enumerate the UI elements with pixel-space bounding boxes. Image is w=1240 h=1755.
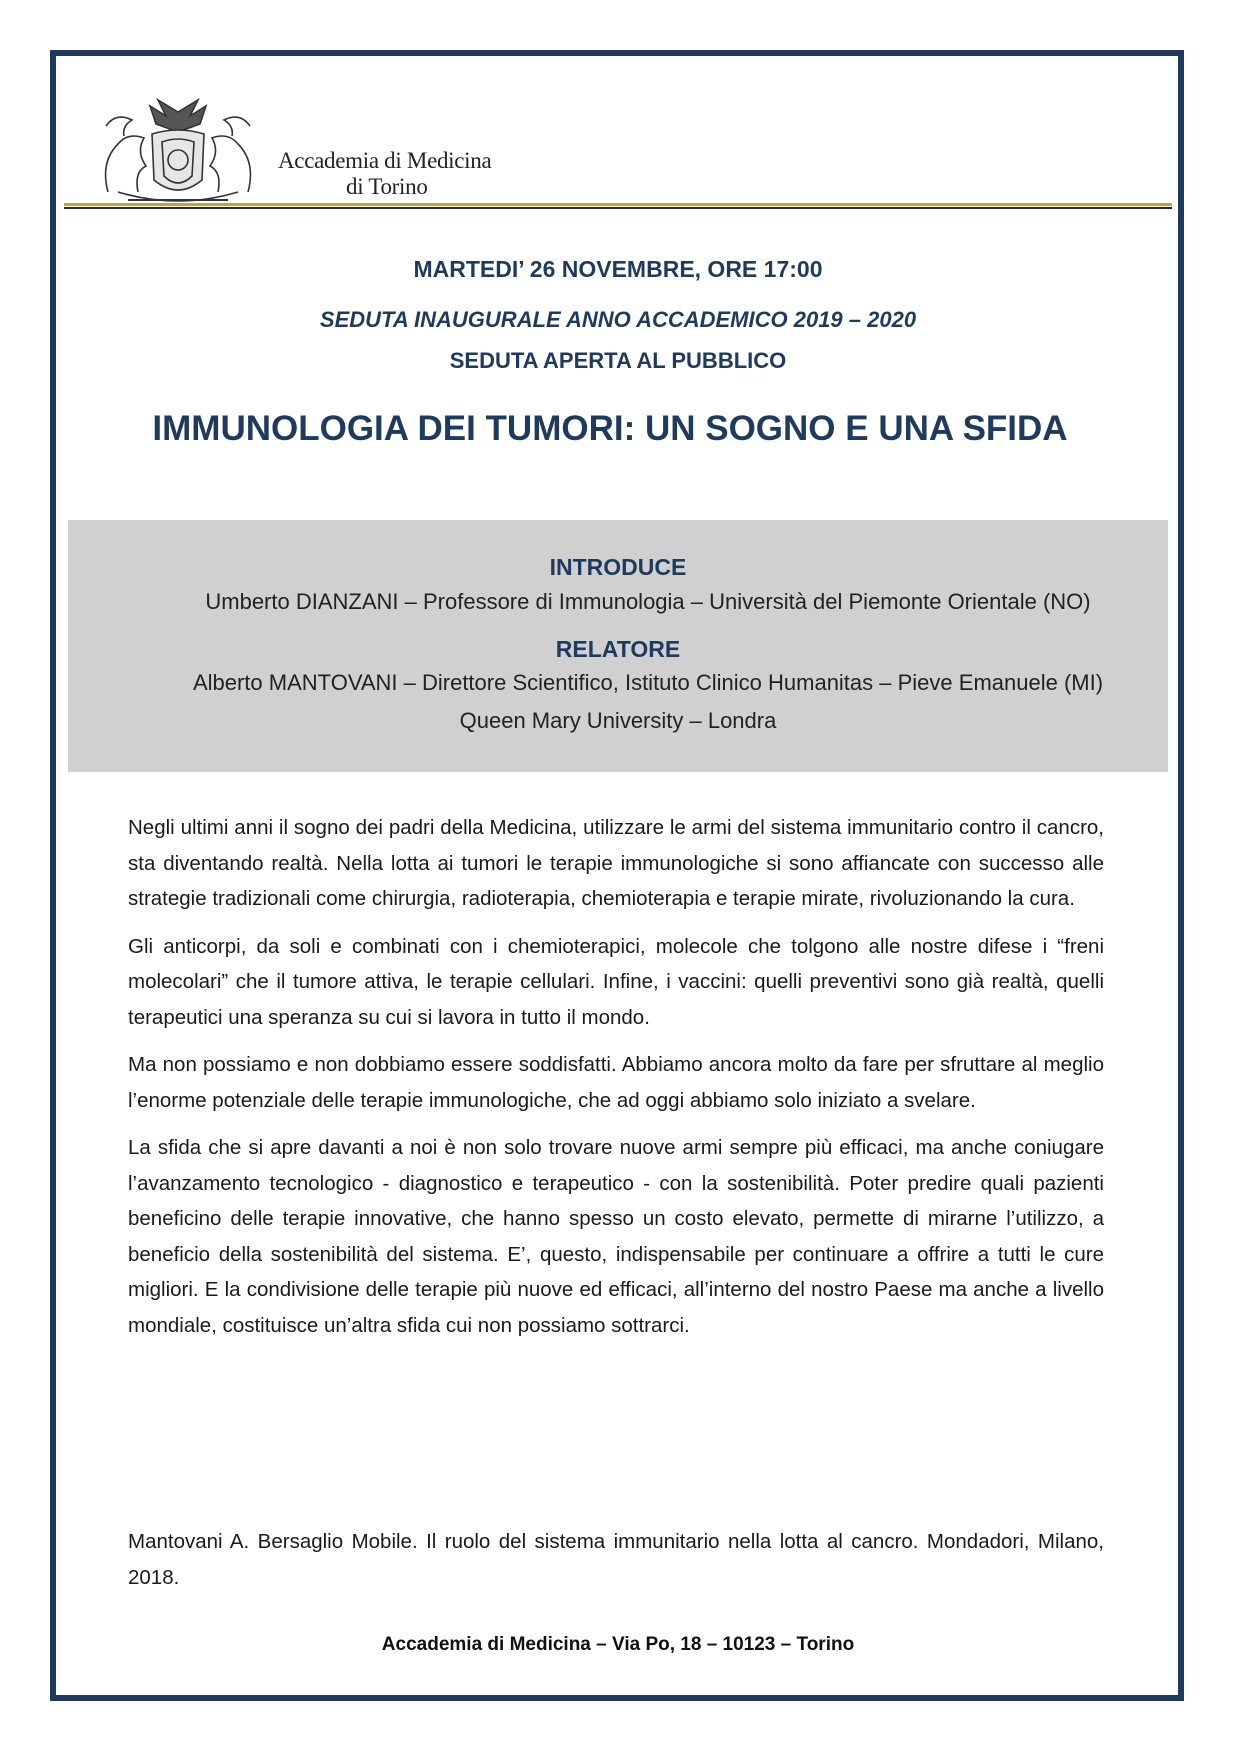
header-rule-dark	[64, 207, 1172, 209]
logo-line-1: Accademia di Medicina	[278, 148, 492, 173]
event-inaugural: SEDUTA INAUGURALE ANNO ACCADEMICO 2019 – 2020	[319, 307, 917, 332]
paragraph-1: Negli ultimi anni il sogno dei padri della Medicina, utilizzare le armi del sistema immunitario contro il cancro, sta diventando realtà. Nella lotta ai tumori le terapie immunologiche si sono affiancate con successo alle strategie tradizionali come chirurgia, radioterapia, chemioterapia e terapie mirate, rivoluzionando la cura.	[128, 816, 1104, 910]
relatore-speaker: Alberto MANTOVANI – Direttore Scientifico, Istituto Clinico Humanitas – Pieve Emanuele (MI)	[192, 670, 1104, 695]
logo-line-2: di Torino	[346, 174, 428, 199]
logo-wordmark	[278, 148, 491, 200]
header-rule-gold	[64, 203, 1172, 206]
relatore-heading: RELATORE	[555, 636, 681, 662]
paragraph-3: Ma non possiamo e non dobbiamo essere soddisfatti. Abbiamo ancora molto da fare per sfruttare al meglio l’enorme potenziale delle terapie immunologiche, che ad oggi abbiamo solo iniziato a svelare.	[128, 1053, 1104, 1112]
event-date: MARTEDI’ 26 NOVEMBRE, ORE 17:00	[413, 256, 823, 282]
footer-address: Accademia di Medicina – Via Po, 18 – 10123 – Torino	[381, 1634, 855, 1655]
event-open: SEDUTA APERTA AL PUBBLICO	[449, 348, 787, 373]
introduce-heading: INTRODUCE	[549, 554, 687, 580]
crest-icon	[88, 92, 268, 212]
reference: Mantovani A. Bersaglio Mobile. Il ruolo del sistema immunitario nella lotta al cancro. Mondadori, Milano, 2018.	[128, 1530, 1104, 1589]
paragraph-4: La sfida che si apre davanti a noi è non solo trovare nuove armi sempre più efficaci, ma anche coniugare l’avanzamento tecnologico - diagnostico e terapeutico - con la sostenibilità. Poter predire quali pazienti beneficino delle terapie innovative, che hanno spesso un costo elevato, permette di mirarne l’utilizzo, a beneficio della sostenibilità del sistema. E’, questo, indispensabile per continuare a offrire a tutti le cure migliori. E la condivisione delle terapie più nuove ed efficaci, all’interno del nostro Paese ma anche a livello mondiale, costituisce un’altra sfida cui non possiamo sottrarci.	[128, 1136, 1104, 1337]
relatore-affiliation: Queen Mary University – Londra	[459, 708, 777, 733]
paragraph-2: Gli anticorpi, da soli e combinati con i chemioterapici, molecole che tolgono alle nostre difese i “freni molecolari” che il tumore attiva, le terapie cellulari. Infine, i vaccini: quelli preventivi sono già realtà, quelli terapeutici una speranza su cui si lavora in tutto il mondo.	[128, 934, 1104, 1029]
body-text	[128, 810, 1104, 1355]
event-title: IMMUNOLOGIA DEI TUMORI: UN SOGNO E UNA SFIDA	[152, 409, 1068, 448]
introduce-speaker: Umberto DIANZANI – Professore di Immunologia – Università del Piemonte Orientale (NO)	[205, 589, 1091, 614]
